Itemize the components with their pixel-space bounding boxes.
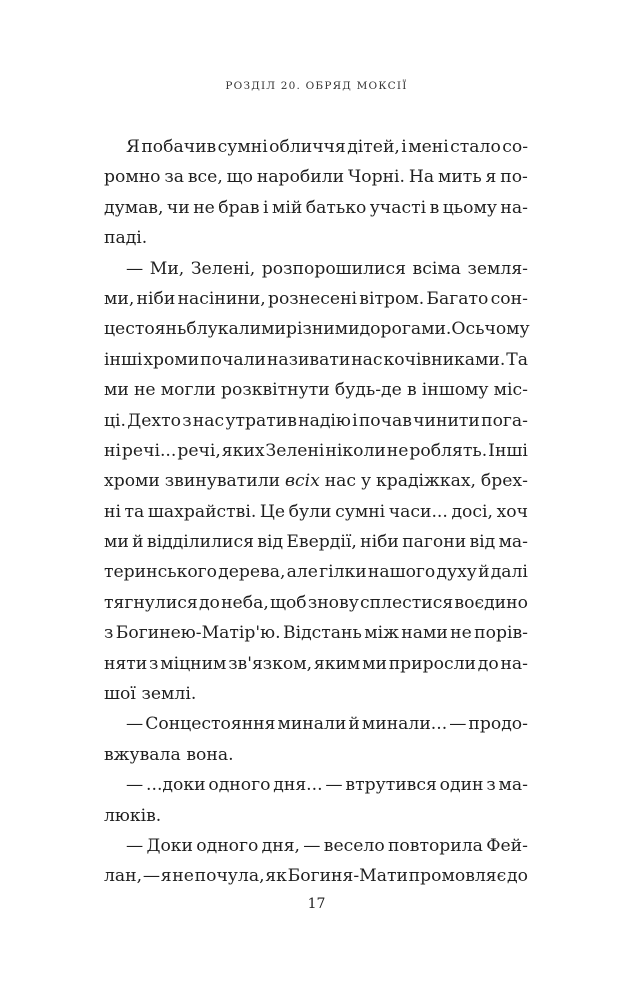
text-line: Я побачив сумні обличчя дітей, і мені стало со- [126, 137, 528, 157]
text-line: хроми звинуватили всіх нас у крадіжках, брех- [104, 471, 528, 492]
running-head: РОЗДІЛ 20. ОБРЯД МОКСІЇ [225, 80, 408, 92]
text-line: вжувала вона. [104, 744, 234, 765]
text-line: інші хроми почали називати нас кочівниками. Та [104, 349, 528, 370]
text-line: ні речі... речі, яких Зелені ніколи не роблять. Інші [104, 440, 528, 461]
text-line: ми не могли розквітнути будь-де в іншому міс- [104, 380, 528, 401]
text-line: — Сонцестояння минали й минали... — продо- [126, 714, 528, 735]
page-number: 17 [307, 896, 326, 912]
text-line: лан, — я не почула, як Богиня-Мати промовляє до [104, 866, 528, 887]
text-line: цестоянь блукали ми різними дорогами. Ось чому [104, 319, 530, 340]
text-line: з Богинею-Матір'ю. Відстань між нами не порів- [104, 623, 528, 644]
body-text [104, 132, 528, 892]
text-line: — ...доки одного дня... — втрутився один з ма- [126, 775, 528, 796]
text-line: паді. [104, 228, 148, 249]
text-line: ці. Дехто з нас утратив надію і почав чинити пога- [104, 410, 528, 431]
text-line: тягнулися до неба, щоб знову сплестися воєдино [104, 592, 528, 613]
text-line: — Доки одного дня, — весело повторила Фей- [126, 835, 528, 856]
text-line: шої землі. [104, 684, 197, 705]
text-line: няти з міцним зв'язком, яким ми приросли до на- [104, 653, 528, 674]
text-line: ми, ніби насінини, рознесені вітром. Багато сон- [104, 288, 528, 309]
text-line: — Ми, Зелені, розпорошилися всіма земля- [126, 258, 528, 279]
text-line: ромно за все, що наробили Чорні. На мить я по- [104, 167, 528, 188]
text-line: думав, чи не брав і мій батько участі в цьому на- [104, 197, 528, 218]
text-line: ми й відділилися від Евердії, ніби пагони від ма- [104, 532, 528, 553]
text-line: ні та шахрайстві. Це були сумні часи... досі, хоч [104, 501, 528, 522]
text-line: люків. [104, 805, 162, 826]
text-line: теринського дерева, але гілки нашого духу й далі [104, 562, 528, 583]
